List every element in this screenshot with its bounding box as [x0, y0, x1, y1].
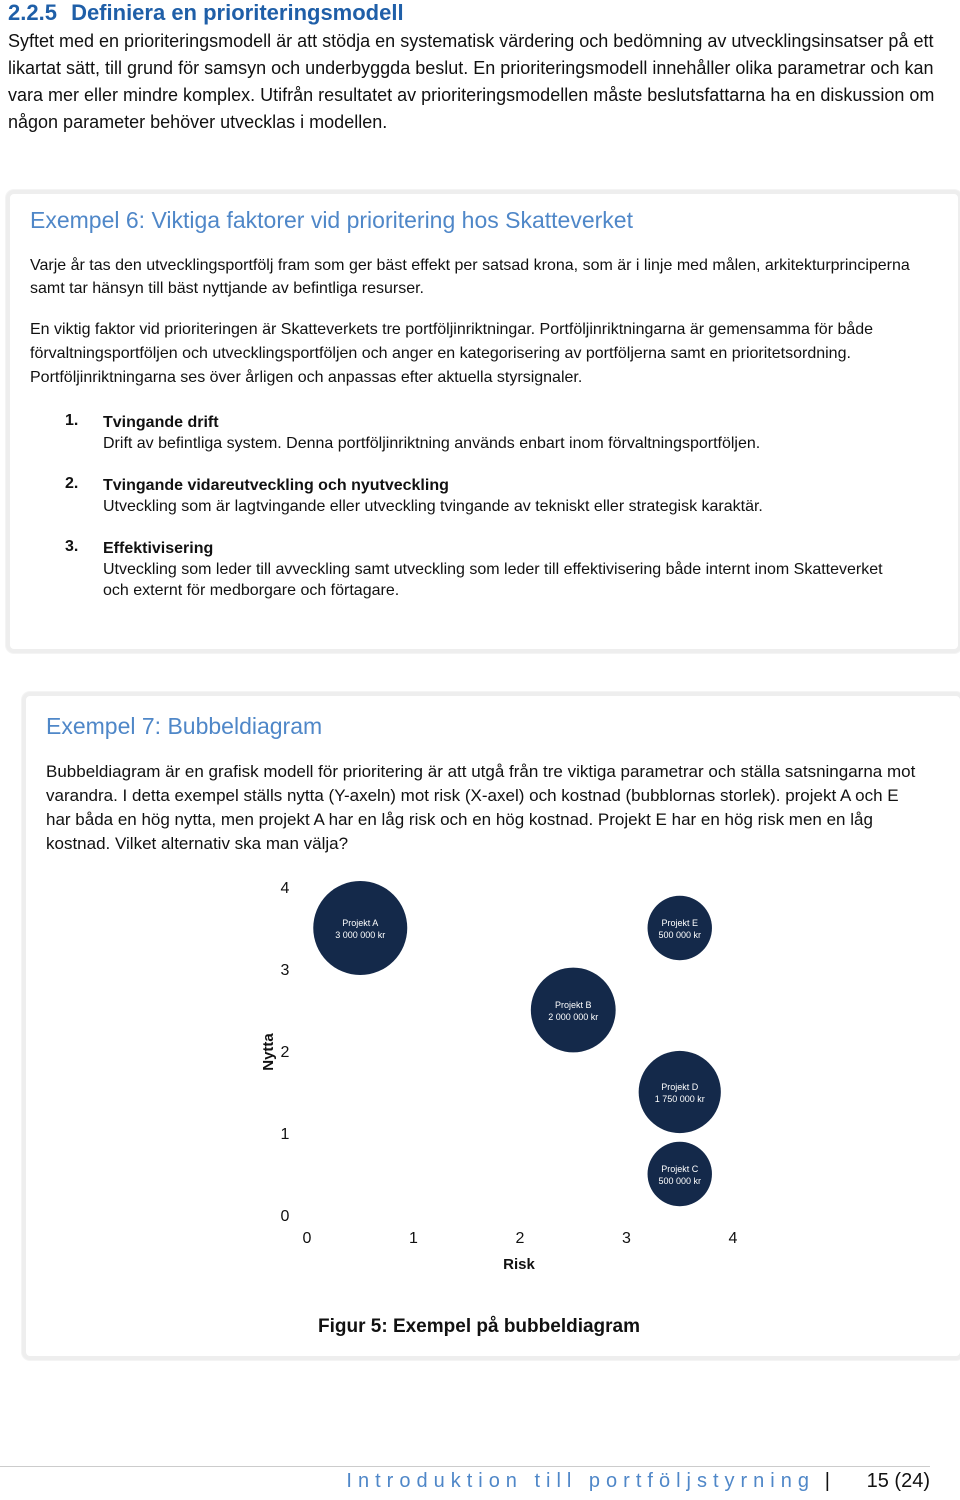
example-7-title: Exempel 7: Bubbeldiagram: [46, 713, 323, 739]
y-tick-label: 0: [280, 1208, 290, 1225]
example-6-box: [6, 190, 960, 653]
bubble-label-name: Projekt C: [661, 1164, 699, 1174]
y-axis-label: Nytta: [260, 1033, 277, 1071]
x-tick-label: 3: [622, 1230, 631, 1247]
x-tick-label: 1: [409, 1230, 418, 1247]
bubble-projekt-e: [648, 896, 712, 960]
list-item-2-number: 2.: [65, 475, 79, 492]
section-title: Definiera en prioriteringsmodell: [71, 0, 404, 25]
footer-separator: |: [824, 1470, 830, 1492]
y-tick-label: 2: [280, 1044, 290, 1061]
bubble-projekt-c: [648, 1142, 712, 1206]
y-tick-label: 1: [280, 1126, 290, 1143]
list-item-1-text: Drift av befintliga system. Denna portföljinriktning används enbart inom förvaltningsportföljen.: [103, 435, 761, 452]
bubble-projekt-a: [313, 881, 407, 975]
footer-title: Introduktion till portföljstyrning: [346, 1470, 815, 1492]
list-item-3-text: Utveckling som leder till avveckling samt utveckling som leder till effektivisering både internt inom Skatteverket och externt för medborgare och förtagare.: [103, 561, 883, 599]
list-item-2: [103, 475, 903, 517]
list-item-2-title: Tvingande vidareutveckling och nyutveckling: [103, 477, 449, 494]
example-6-title: Exempel 6: Viktiga faktorer vid prioritering hos Skatteverket: [30, 207, 633, 233]
bubble-projekt-b: [531, 968, 616, 1053]
bubble-label-cost: 1 750 000 kr: [654, 1094, 705, 1104]
x-tick-label: 2: [515, 1230, 525, 1247]
list-item-3: [103, 538, 903, 601]
section-number: 2.2.5: [8, 0, 57, 25]
figure-caption: Figur 5: Exempel på bubbeldiagram: [318, 1316, 641, 1337]
page-footer: [0, 1460, 930, 1500]
footer-divider: [0, 1466, 930, 1467]
y-tick-label: 4: [280, 880, 290, 897]
example-6-paragraph-2: En viktig faktor vid prioriteringen är Skatteverkets tre portföljinriktningar. Portföljinriktningarna är gemensamma för både förvaltningsportföljen och utvecklingsportföljen och anger en kategorisering av portföljerna samt en prioritetsordning. Portföljinriktningarna ses över årligen och anpassas efter aktuella styrsignaler.: [30, 321, 874, 386]
y-tick-label: 3: [280, 962, 290, 979]
bubble-projekt-d: [639, 1051, 721, 1133]
x-tick-label: 0: [302, 1230, 312, 1247]
list-item-3-number: 3.: [65, 538, 79, 555]
section-intro: Syftet med en prioriteringsmodell är att stödja en systematisk värdering och bedömning av utvecklingsinsatser på ett likartat sätt, till grund för samsyn och underbyggda beslut. En prioriteringsmodell innehåller olika parametrar och kan vara mer eller mindre komplex. Utifrån resultatet av prioriteringsmodellen måste beslutsfattarna ha en diskussion om någon parameter behöver utvecklas i modellen.: [8, 31, 935, 132]
list-item-2-text: Utveckling som är lagtvingande eller utveckling tvingande av tekniskt eller strategisk karaktär.: [103, 498, 763, 515]
footer-page-number: 15 (24): [866, 1470, 930, 1492]
bubble-label-cost: 3 000 000 kr: [335, 930, 386, 940]
bubble-label-name: Projekt B: [554, 1000, 592, 1010]
example-6-paragraph-1: Varje år tas den utvecklingsportfölj fram som ger bäst effekt per satsad krona, som är i linje med målen, arkitekturprinciperna samt tar hänsyn till bäst nyttjande av befintliga resurser.: [30, 257, 910, 297]
list-item-1: [103, 412, 903, 454]
bubble-label-name: Projekt E: [661, 918, 699, 928]
bubble-label-cost: 500 000 kr: [658, 1176, 702, 1186]
list-item-1-number: 1.: [65, 412, 79, 429]
list-item-1-title: Tvingande drift: [103, 414, 219, 431]
section-heading: [8, 0, 404, 26]
x-axis-label: Risk: [503, 1256, 535, 1273]
bubble-label-name: Projekt D: [661, 1082, 699, 1092]
bubble-label-cost: 500 000 kr: [658, 930, 702, 940]
bubble-label-cost: 2 000 000 kr: [548, 1012, 599, 1022]
list-item-3-title: Effektivisering: [103, 540, 214, 557]
x-tick-label: 4: [728, 1230, 738, 1247]
bubble-label-name: Projekt A: [342, 918, 379, 928]
bubble-chart: [240, 870, 760, 1280]
example-7-paragraph: Bubbeldiagram är en grafisk modell för prioritering är att utgå från tre viktiga parametrar och ställa satsningarna mot varandra. I detta exempel ställs nytta (Y-axeln) mot risk (X-axel) och kostnad (bubblornas storlek). projekt A och E har båda en hög nytta, men projekt A har en låg risk och en hög kostnad. Projekt E har en hög risk men en låg kostnad. Vilket alternativ ska man välja?: [46, 762, 916, 853]
